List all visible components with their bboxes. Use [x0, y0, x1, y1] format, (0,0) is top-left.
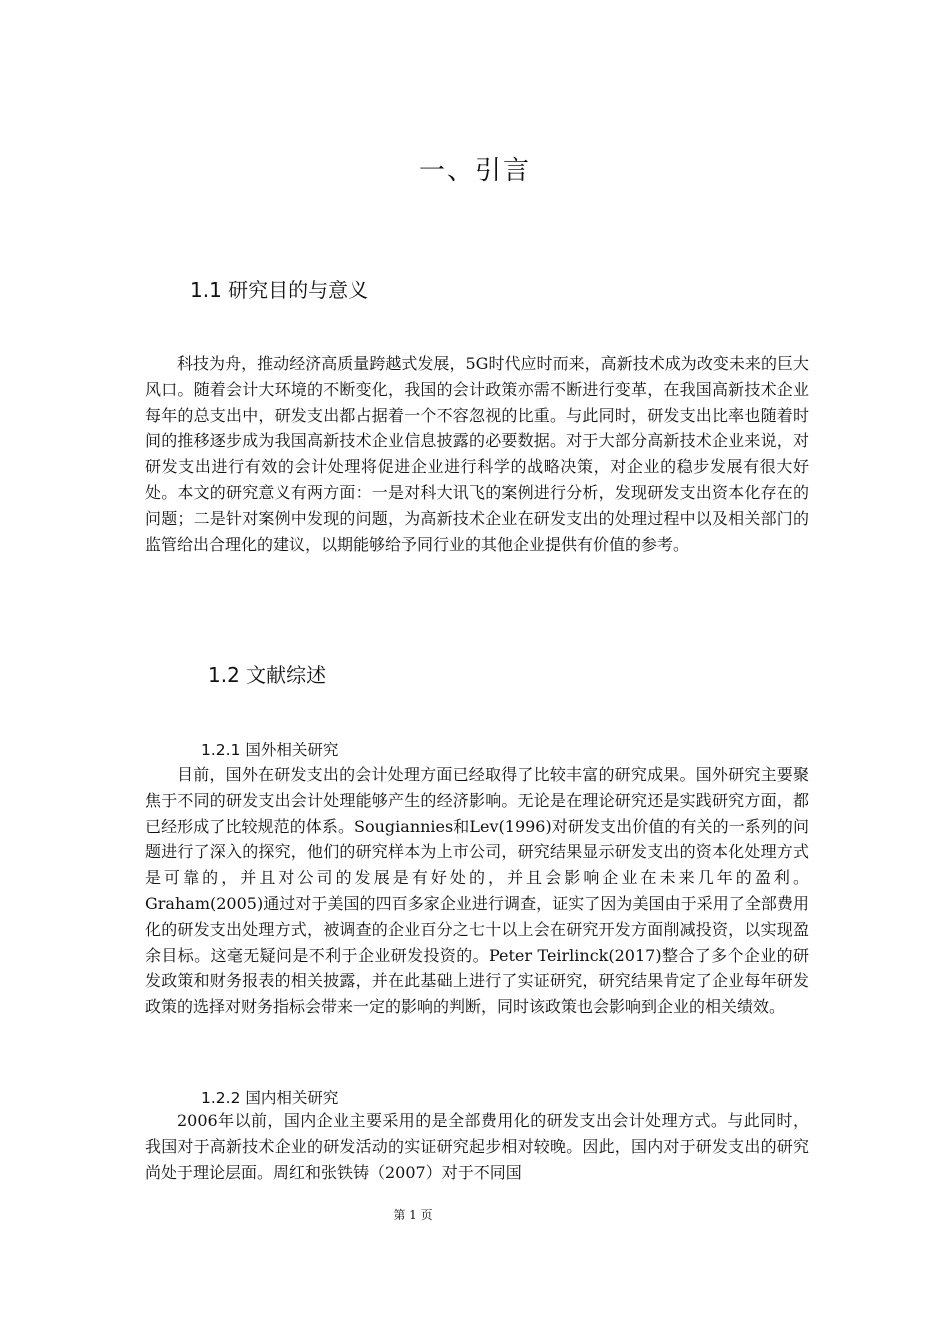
subsection-heading-1-2-2: 1.2.2 国内相关研究 [201, 1089, 339, 1107]
subsection-heading-1-2-1: 1.2.1 国外相关研究 [201, 741, 339, 759]
section-heading-1-2: 1.2 文献综述 [208, 663, 327, 687]
chapter-title: 一、引言 [418, 156, 531, 186]
section-heading-1-1: 1.1 研究目的与意义 [190, 278, 369, 302]
paragraph-domestic-research: 2006年以前，国内企业主要采用的是全部费用化的研发支出会计处理方式。与此同时，我国对于高新技术企业的研发活动的实证研究起步相对较晚。因此，国内对于研发支出的研究尚处于理论层面。周红和张铁铸（2007）对于不同国 [145, 1111, 809, 1182]
page-number: 第 1 页 [393, 1208, 433, 1222]
paragraph-research-purpose: 科技为舟，推动经济高质量跨越式发展，5G时代应时而来，高新技术成为改变未来的巨大风口。随着会计大环境的不断变化，我国的会计政策亦需不断进行变革，在我国高新技术企业每年的总支出中，研发支出都占据着一个不容忽视的比重。与此同时，研发支出比率也随着时间的推移逐步成为我国高新技术企业信息披露的必要数据。对于大部分高新技术企业来说，对研发支出进行有效的会计处理将促进企业进行科学的战略决策，对企业的稳步发展有很大好处。本文的研究意义有两方面：一是对科大讯飞的案例进行分析，发现研发支出资本化存在的问题；二是针对案例中发现的问题，为高新技术企业在研发支出的处理过程中以及相关部门的监管给出合理化的建议，以期能够给予同行业的其他企业提供有价值的参考。 [145, 354, 809, 554]
paragraph-foreign-research: 目前，国外在研发支出的会计处理方面已经取得了比较丰富的研究成果。国外研究主要聚焦于不同的研发支出会计处理能够产生的经济影响。无论是在理论研究还是实践研究方面，都已经形成了比较规范的体系。Sougiannies和Lev(1996)对研发支出价值的有关的一系列的问题进行了深入的探究，他们的研究样本为上市公司，研究结果显示研发支出的资本化处理方式是可靠的，并且对公司的发展是有好处的，并且会影响企业在未来几年的盈利。Graham(2005)通过对于美国的四百多家企业进行调查，证实了因为美国由于采用了全部费用化的研发支出处理方式，被调查的企业百分之七十以上会在研究开发方面削减投资，以实现盈余目标。这毫无疑问是不利于企业研发投资的。Peter Teirlinck(2017)整合了多个企业的研发政策和财务报表的相关披露，并在此基础上进行了实证研究，研究结果肯定了企业每年研发政策的选择对财务指标会带来一定的影响的判断，同时该政策也会影响到企业的相关绩效。 [145, 765, 809, 1017]
